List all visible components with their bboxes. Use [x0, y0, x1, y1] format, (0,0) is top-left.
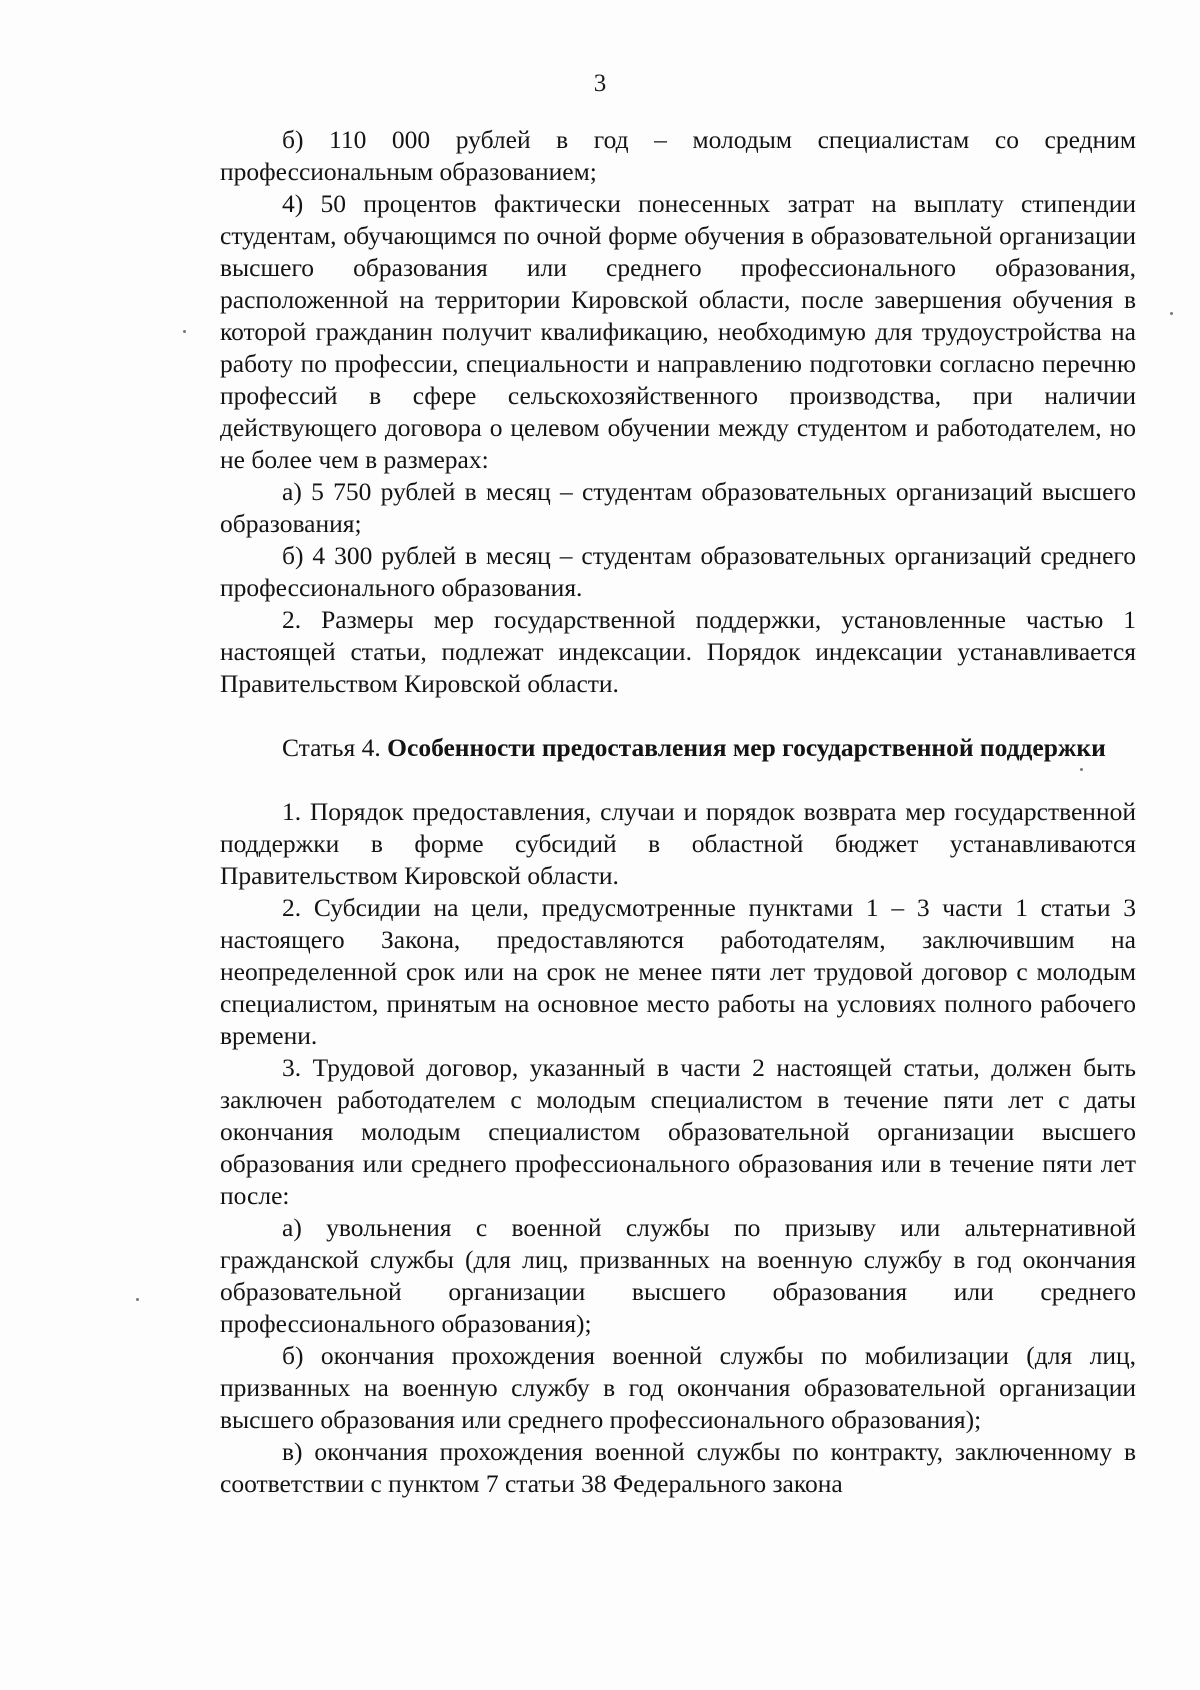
paragraph: 2. Размеры мер государственной поддержки, установленные частью 1 настоящей статьи, подлежат индексации. Порядок индексации устанавливается Правительством Кировской области.: [220, 605, 1136, 698]
page-number: 3: [593, 70, 607, 97]
paragraph: б) 4 300 рублей в месяц – студентам образовательных организаций среднего профессионального образования.: [220, 541, 1136, 602]
paragraph: б) 110 000 рублей в год – молодым специалистам со средним профессиональным образованием;: [220, 125, 1136, 186]
scan-speck: [136, 1298, 139, 1301]
paragraph: а) увольнения с военной службы по призыву или альтернативной гражданской службы (для лиц, призванных на военную службу в год окончания образовательной организации высшего образования или среднего профессионального образования);: [220, 1213, 1136, 1338]
scan-speck: [1170, 312, 1173, 315]
paragraph: а) 5 750 рублей в месяц – студентам образовательных организаций высшего образования;: [220, 477, 1136, 538]
spacer: [220, 700, 1136, 732]
paragraph: 2. Субсидии на цели, предусмотренные пунктами 1 – 3 части 1 статьи 3 настоящего Закона, предоставляются работодателям, заключившим на неопределенной срок или на срок не менее пяти лет трудовой договор с молодым специалистом, принятым на основное место работы на условиях полного рабочего времени.: [220, 893, 1136, 1050]
article-heading: [220, 732, 1136, 764]
spacer: [220, 764, 1136, 796]
article-title: Особенности предоставления мер государственной поддержки: [387, 733, 1106, 762]
paragraph: 4) 50 процентов фактически понесенных затрат на выплату стипендии студентам, обучающимся по очной форме обучения в образовательной организации высшего образования или среднего профессионального образования, расположенной на территории Кировской области, после завершения обучения в которой гражданин получит квалификацию, необходимую для трудоустройства на работу по профессии, специальности и направлению подготовки согласно перечню профессий в сфере сельскохозяйственного производства, при наличии действующего договора о целевом обучении между студентом и работодателем, но не более чем в размерах:: [220, 189, 1136, 474]
article-label: Статья 4.: [282, 733, 381, 762]
scan-speck: [183, 330, 186, 333]
paragraph: б) окончания прохождения военной службы по мобилизации (для лиц, призванных на военную службу в год окончания образовательной организации высшего образования или среднего профессионального образования);: [220, 1341, 1136, 1434]
scan-speck: [1080, 768, 1083, 771]
paragraph: 1. Порядок предоставления, случаи и порядок возврата мер государственной поддержки в форме субсидий в областной бюджет устанавливаются Правительством Кировской области.: [220, 797, 1136, 890]
paragraph: 3. Трудовой договор, указанный в части 2 настоящей статьи, должен быть заключен работодателем с молодым специалистом в течение пяти лет с даты окончания молодым специалистом образовательной организации высшего образования или среднего профессионального образования или в течение пяти лет после:: [220, 1053, 1136, 1210]
document-body: [220, 124, 1136, 1500]
paragraph: в) окончания прохождения военной службы по контракту, заключенному в соответствии с пунктом 7 статьи 38 Федерального закона: [220, 1437, 1136, 1498]
